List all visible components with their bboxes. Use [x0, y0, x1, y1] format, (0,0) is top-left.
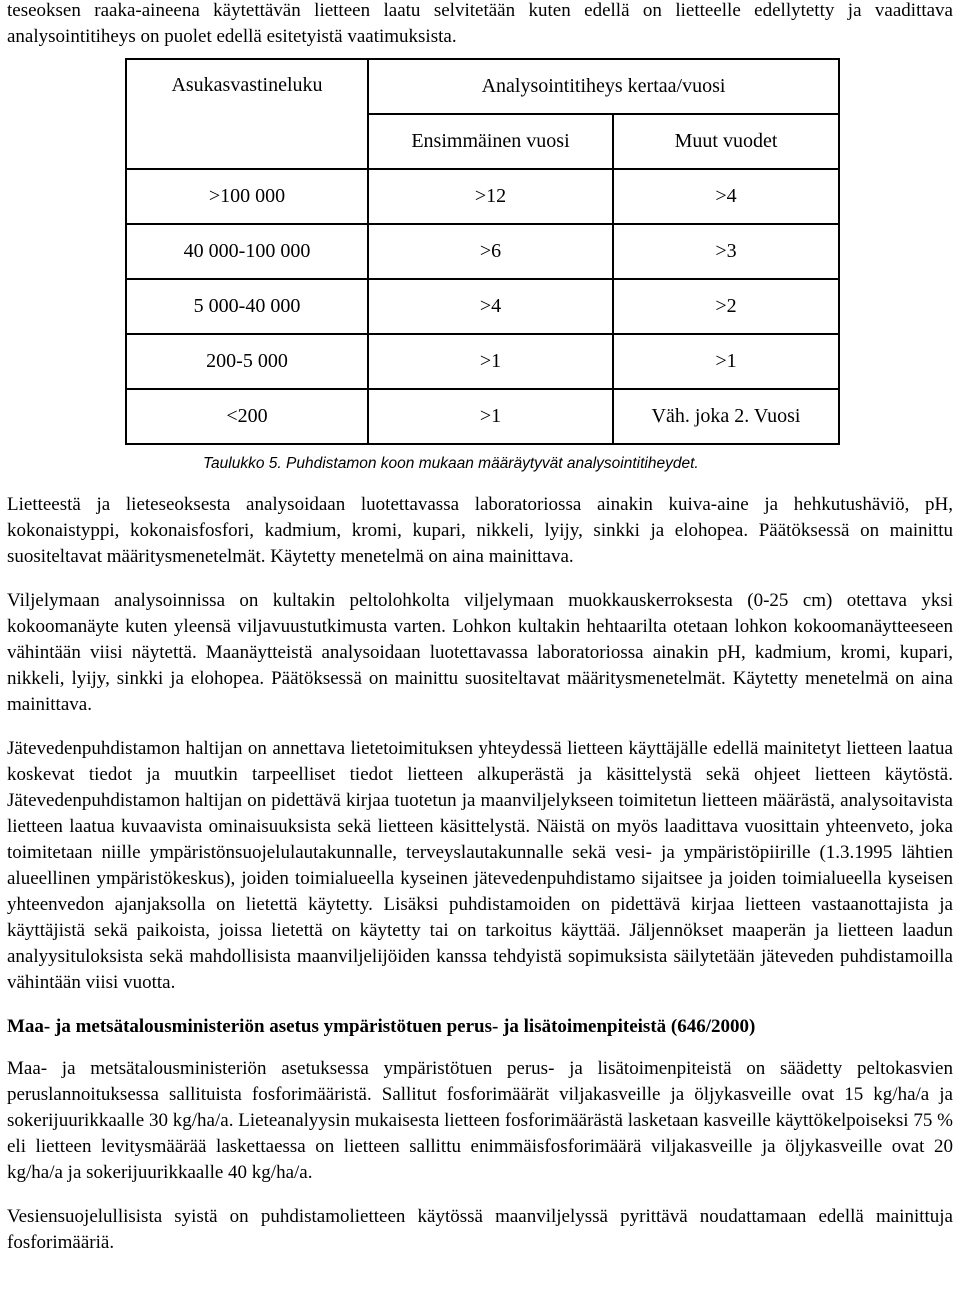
cell-first-year: >1	[368, 334, 613, 389]
body-text	[7, 492, 953, 1274]
table-row	[126, 279, 839, 334]
paragraph-phosphorus-limits: Maa- ja metsätalousministeriön asetuksessa ympäristötuen perus- ja lisätoimenpiteistä on säädetty peltokasvien peruslannoituksessa sallituista fosforimääristä. Sallitut fosforimäärät viljakasveille ja öljykasveille ovat 15 kg/ha/a ja sokerijuurikkaalle 30 kg/ha/a. Lieteanalyysin mukaisesta lietteen fosforimäärästä lasketaan kasveille käyttökelpoiseksi 75 % eli lietteen levitysmäärää laskettaessa on lietteen sallittu enimmäisfosforimäärä viljakasveille ja öljykasveille ovat 20 kg/ha/a ja sokerijuurikkaalle 40 kg/ha/a.	[7, 1058, 953, 1183]
table-row	[126, 224, 839, 279]
cell-first-year: >12	[368, 169, 613, 224]
section-heading: Maa- ja metsätalousministeriön asetus ympäristötuen perus- ja lisätoimenpiteistä (646/2000)	[7, 1016, 756, 1037]
cell-other-years: >2	[613, 279, 839, 334]
header-frequency: Analysointitiheys kertaa/vuosi	[368, 59, 839, 114]
table-row	[126, 334, 839, 389]
cell-population: 200-5 000	[126, 334, 368, 389]
cell-population: >100 000	[126, 169, 368, 224]
cell-other-years: >1	[613, 334, 839, 389]
table-header-row	[126, 59, 839, 114]
cell-other-years: >4	[613, 169, 839, 224]
cell-population: 5 000-40 000	[126, 279, 368, 334]
paragraph-water-protection: Vesiensuojelullisista syistä on puhdistamolietteen käytössä maanviljelyssä pyrittävä noudattamaan edellä mainittuja fosforimääriä.	[7, 1206, 953, 1253]
cell-first-year: >1	[368, 389, 613, 444]
subheader-other-years: Muut vuodet	[613, 114, 839, 169]
cell-first-year: >6	[368, 224, 613, 279]
paragraph-sludge-analysis: Lietteestä ja lieteseoksesta analysoidaan luotettavassa laboratoriossa ainakin kuiva-aine ja hehkutushäviö, pH, kokonaistyppi, kokonaisfosfori, kadmium, kromi, kupari, nikkeli, lyijy, sinkki ja elohopea. Päätöksessä on mainittu suositeltavat määritysmenetelmät. Käytetty menetelmä on aina mainittava.	[7, 494, 953, 567]
table-row	[126, 389, 839, 444]
paragraph-plant-obligations: Jätevedenpuhdistamon haltijan on annettava lietetoimituksen yhteydessä lietteen käyttäjälle edellä mainitetyt lietteen laatua koskevat tiedot ja muutkin tarpeelliset tiedot lietteen alkuperästä ja käsittelystä sekä ohjeet lietteen käytöstä. Jätevedenpuhdistamon haltijan on pidettävä kirjaa tuotetun ja maanviljelykseen toimitetun lietteen määrästä, analysoitavista lietteen laatua kuvaavista ominaisuuksista sekä lietteen käsittelystä. Näistä on myös laadittava vuosittain yhteenveto, joka toimitetaan niille ympäristönsuojelulautakunnalle, terveyslautakunnalle sekä vesi- ja ympäristöpiirille (1.3.1995 lähtien alueellinen ympäristökeskus), joiden toimialueella kyseinen jätevedenpuhdistamo sijaitsee ja joiden toimialueella kyseisen yhteenvedon ajanjaksolla on lietettä käytetty. Lisäksi puhdistamoiden on pidettävä kirjaa lietteen vastaanottajista ja käyttäjistä sekä paikoista, joissa lietettä on käytetty tai on tarkoitus käyttää. Jäljennökset maaperän ja lietteen laadun analyysituloksista sekä mahdollisista maanviljelijöiden kanssa tehdyistä sopimuksista säilytetään jäteveden puhdistamoilla vähintään viisi vuotta.	[7, 738, 953, 993]
subheader-first-year: Ensimmäinen vuosi	[368, 114, 613, 169]
cell-population: 40 000-100 000	[126, 224, 368, 279]
cell-other-years: >3	[613, 224, 839, 279]
table-caption: Taulukko 5. Puhdistamon koon mukaan määräytyvät analysointitiheydet.	[203, 455, 699, 472]
table-row	[126, 169, 839, 224]
header-population: Asukasvastineluku	[126, 59, 368, 169]
intro-paragraph: teseoksen raaka-aineena käytettävän lietteen laatu selvitetään kuten edellä on lietteelle edellytetty ja vaadittava analysointitiheys on puolet edellä esitetyistä vaatimuksista.	[7, 0, 953, 47]
cell-population: <200	[126, 389, 368, 444]
cell-first-year: >4	[368, 279, 613, 334]
cell-other-years: Väh. joka 2. Vuosi	[613, 389, 839, 444]
paragraph-soil-analysis: Viljelymaan analysoinnissa on kultakin peltolohkolta viljelymaan muokkauskerroksesta (0-25 cm) otettava yksi kokoomanäyte kuten yleensä viljavuustutkimusta varten. Lohkon kultakin hehtaarilta otetaan lohkon kokoomanäytteeseen vähintään viisi näytettä. Maanäytteistä analysoidaan luotettavassa laboratoriossa ainakin pH, kadmium, kromi, kupari, nikkeli, lyijy, sinkki ja elohopea. Päätöksessä on mainittu suositeltavat määritysmenetelmät. Käytetty menetelmä on aina mainittava.	[7, 590, 953, 715]
analysis-frequency-table	[125, 58, 840, 445]
